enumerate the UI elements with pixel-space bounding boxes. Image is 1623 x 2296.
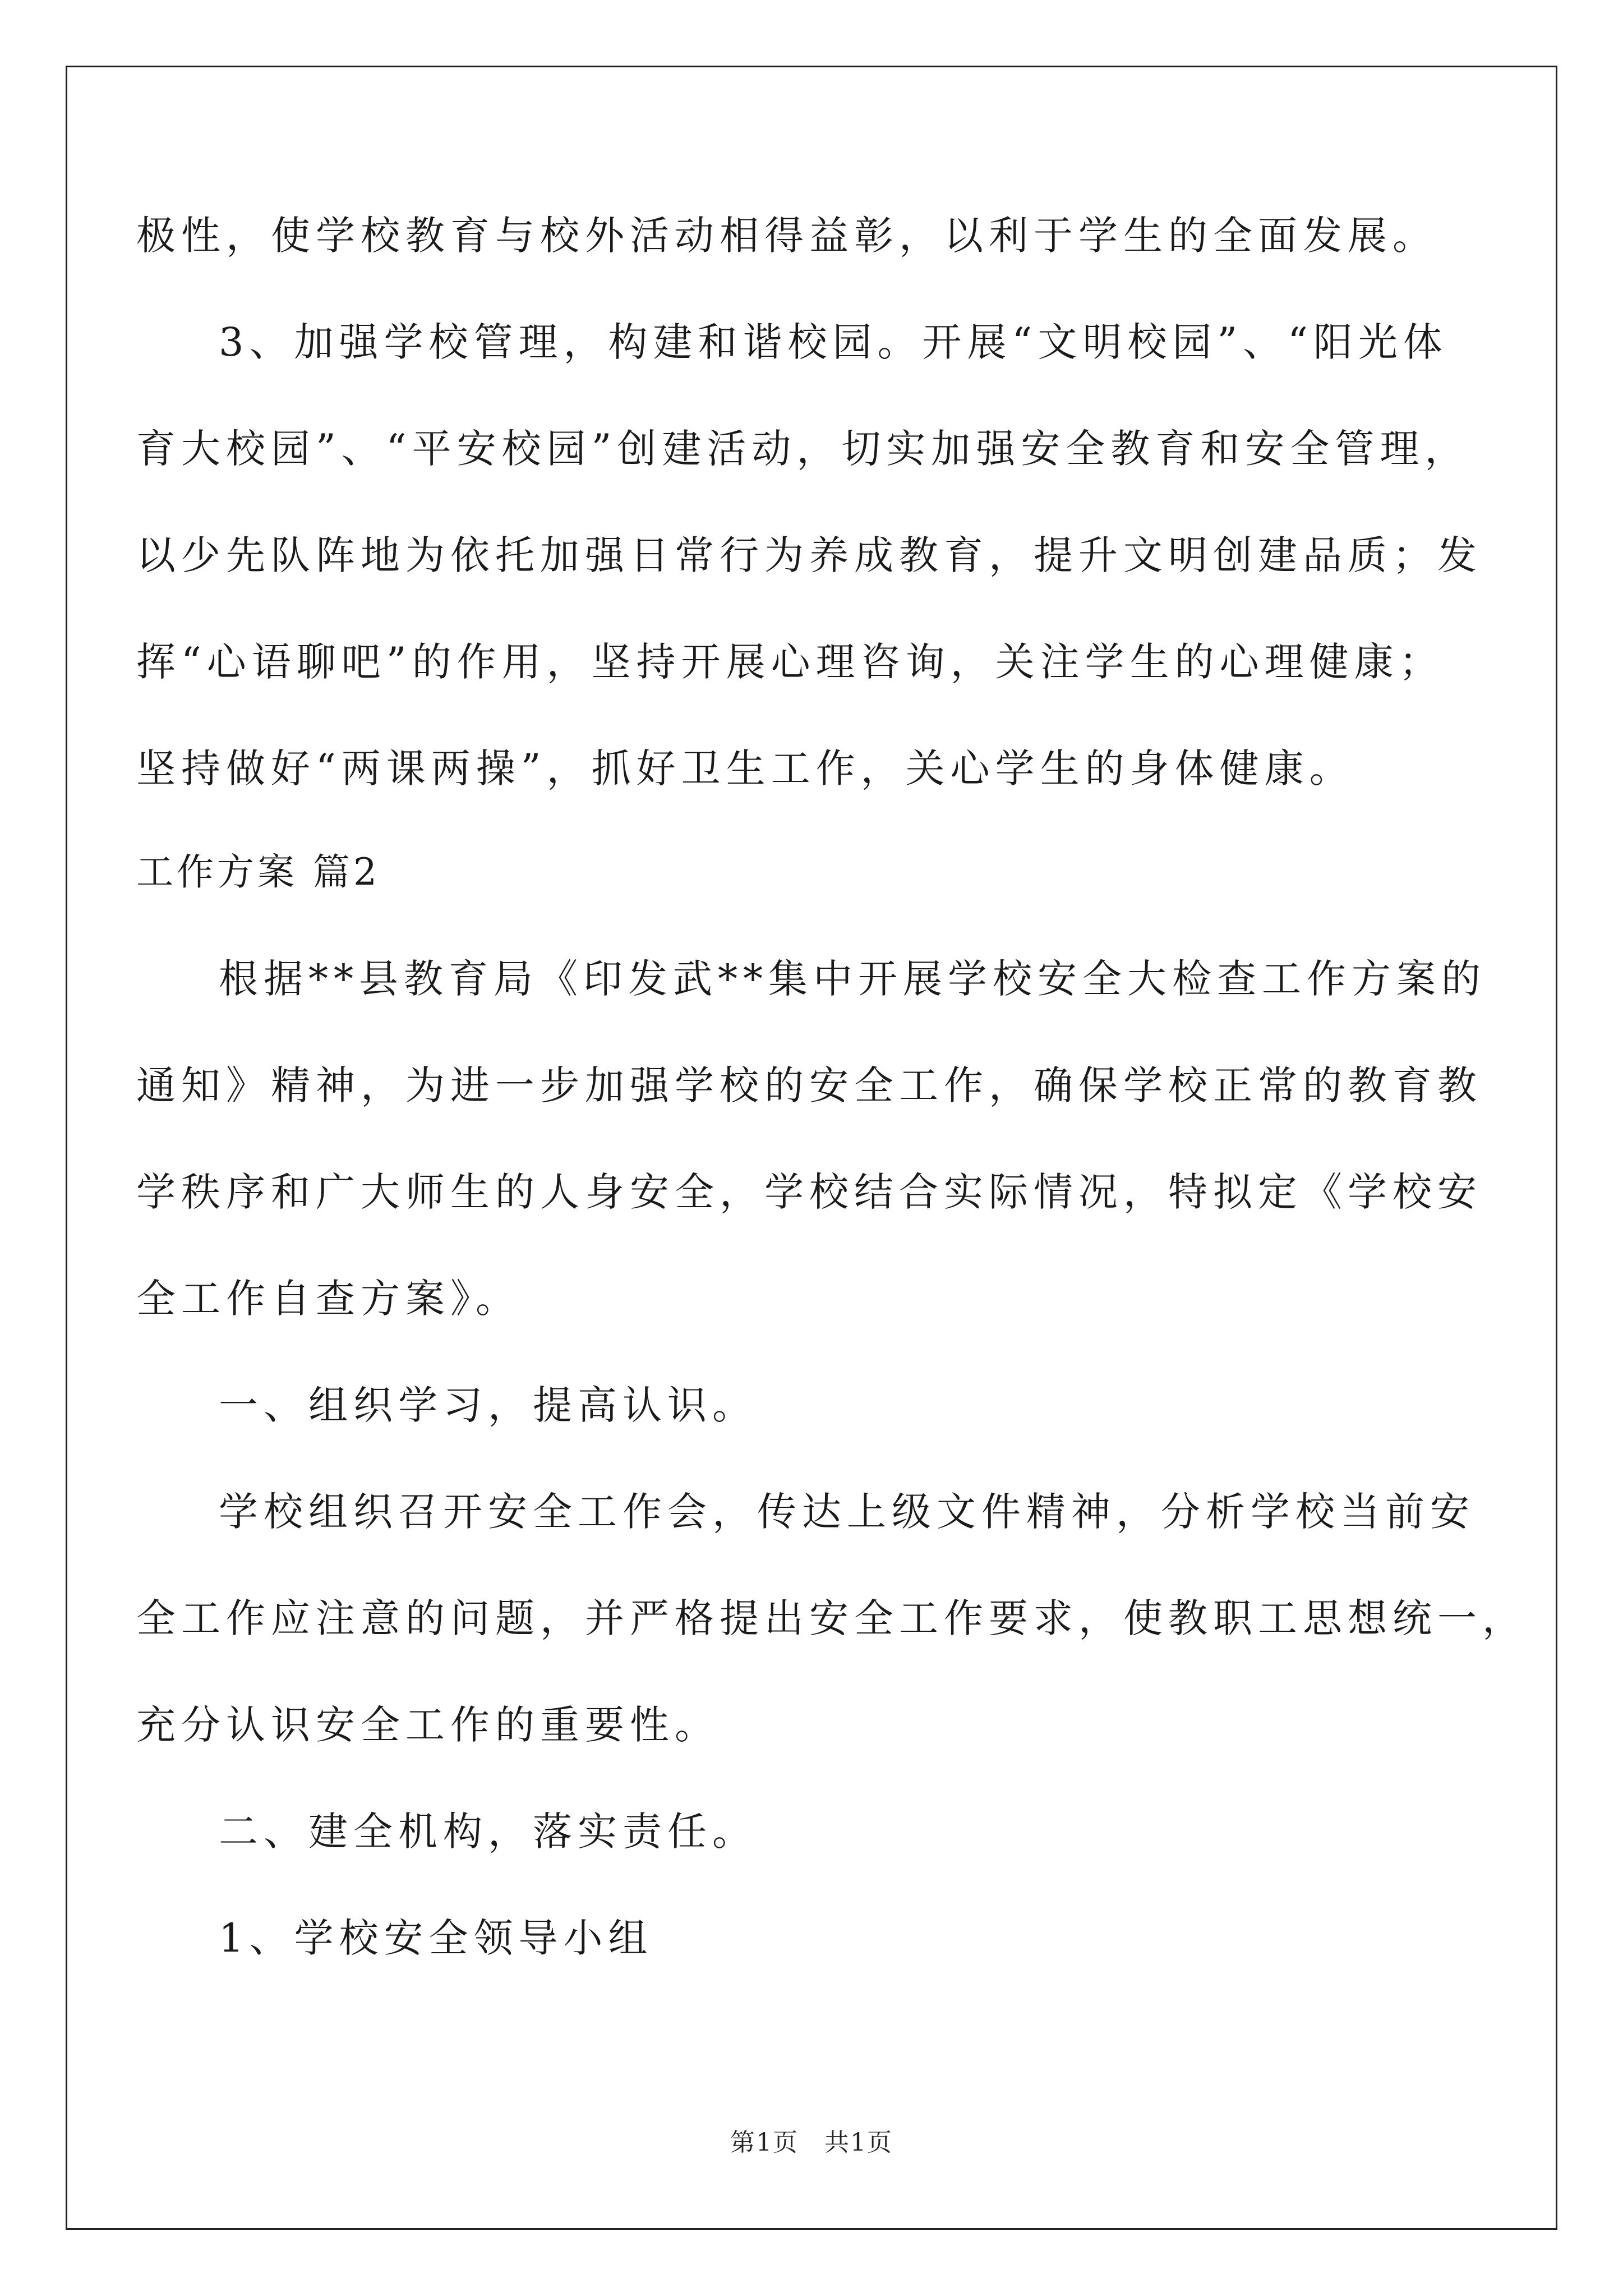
paragraph-line: 根据**县教育局《印发武**集中开展学校安全大检查工作方案的 (219, 956, 1486, 1002)
page-border (66, 66, 1557, 2230)
paragraph-line: 以少先队阵地为依托加强日常行为养成教育，提升文明创建品质；发 (136, 532, 1482, 578)
paragraph-line: 极性，使学校教育与校外活动相得益彰，以利于学生的全面发展。 (136, 213, 1437, 259)
subsection-heading: 二、建全机构，落实责任。 (219, 1809, 757, 1855)
paragraph-line: 学秩序和广大师生的人身安全，学校结合实际情况，特拟定《学校安 (136, 1169, 1482, 1215)
page-footer: 第1页 共1页 (730, 2128, 893, 2157)
paragraph-line: 学校组织召开安全工作会，传达上级文件精神，分析学校当前安 (219, 1489, 1475, 1535)
subsection-heading: 一、组织学习，提高认识。 (219, 1382, 757, 1428)
paragraph-line: 充分认识安全工作的重要性。 (136, 1702, 720, 1748)
paragraph-line: 1、学校安全领导小组 (219, 1915, 653, 1961)
paragraph-line: 全工作自查方案》。 (136, 1276, 520, 1322)
paragraph-line: 3、加强学校管理，构建和谐校园。开展“文明校园”、“阳光体 (219, 319, 1448, 365)
paragraph-line: 通知》精神，为进一步加强学校的安全工作，确保学校正常的教育教 (136, 1062, 1482, 1108)
paragraph-line: 坚持做好“两课两操”，抓好卫生工作，关心学生的身体健康。 (136, 746, 1354, 792)
section-heading: 工作方案 篇2 (136, 850, 380, 894)
paragraph-line: 育大校园”、“平安校园”创建活动，切实加强安全教育和安全管理， (136, 426, 1470, 472)
paragraph-line: 挥“心语聊吧”的作用，坚持开展心理咨询，关注学生的心理健康； (136, 639, 1444, 685)
paragraph-line: 全工作应注意的问题，并严格提出安全工作要求，使教职工思想统一， (136, 1595, 1527, 1641)
